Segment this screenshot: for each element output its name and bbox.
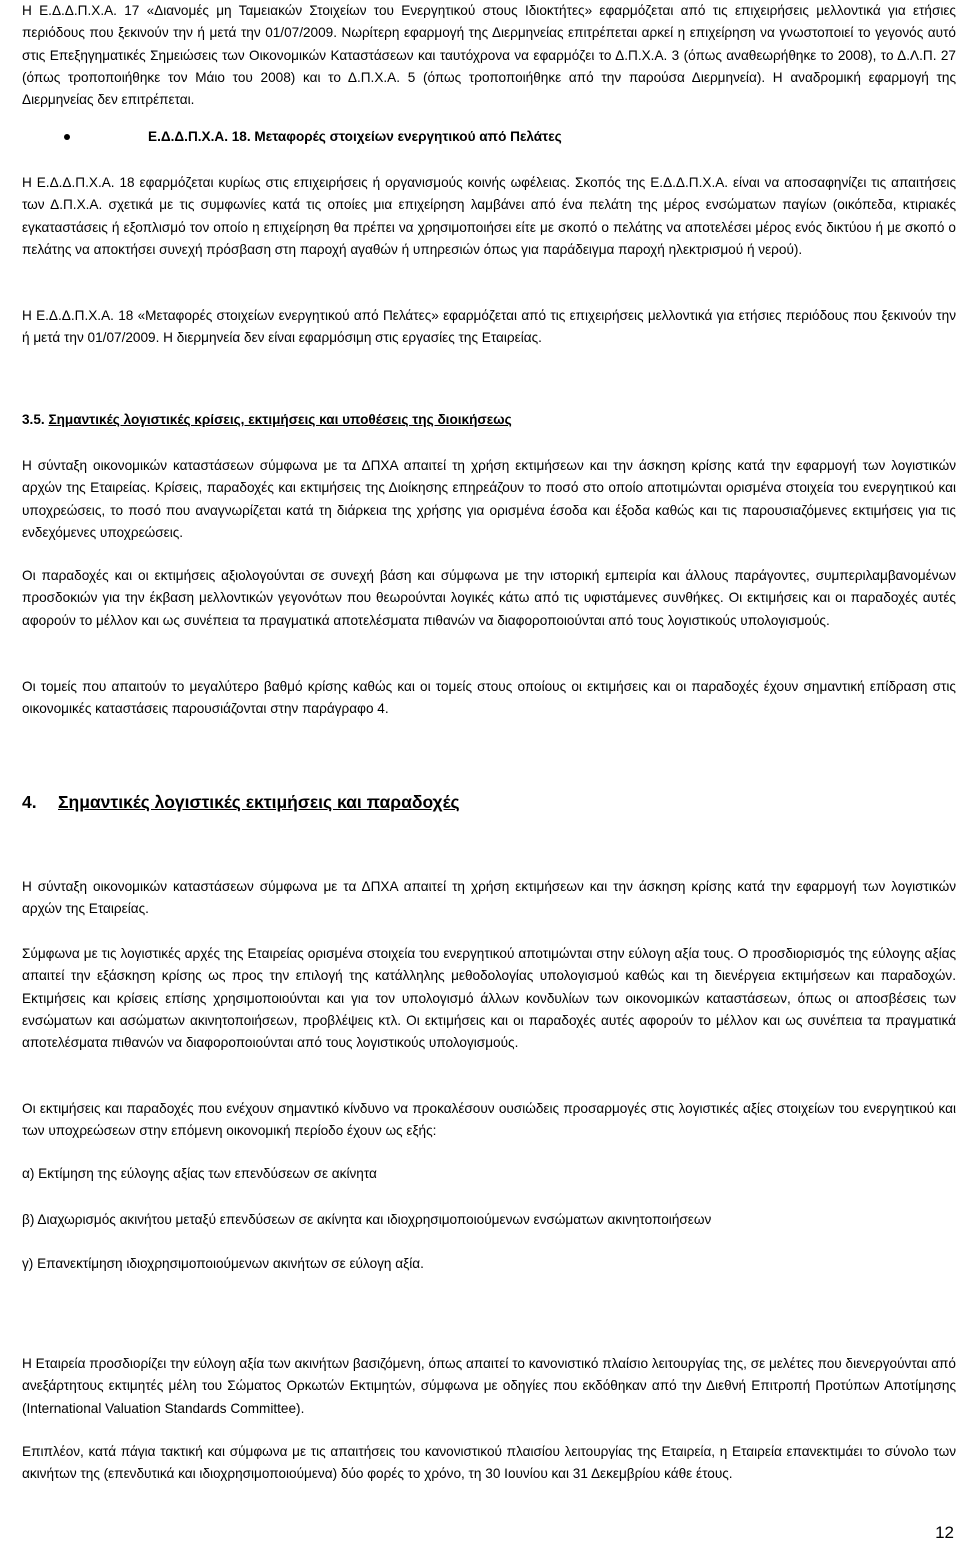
section-4-heading bbox=[22, 789, 460, 815]
list-item-c: γ) Επανεκτίμηση ιδιοχρησιμοποιούμενων ακινήτων σε εύλογη αξία. bbox=[22, 1256, 424, 1271]
paragraph-estimates-judgement: Η σύνταξη οικονομικών καταστάσεων σύμφωνα με τα ΔΠΧΑ απαιτεί τη χρήση εκτιμήσεων και την άσκηση κρίσης κατά την εφαρμογή των λογιστικών αρχών της Εταιρείας. Κρίσεις, παραδοχές και εκτιμήσεις της Διοίκησης επηρεάζουν το ποσό στο οποίο αποτιμώνται ορισμένα στοιχεία του ενεργητικού και υποχρεώσεις, το ποσό που αναγνωρίζεται κατά τη διάρκεια της χρήσης για ορισμένα έσοδα και έξοδα καθώς και τις παρουσιαζόμενες εκτιμήσεις για τις ενδεχόμενες υποχρεώσεις. bbox=[22, 458, 956, 540]
list-item-b: β) Διαχωρισμός ακινήτου μεταξύ επενδύσεων σε ακίνητα και ιδιοχρησιμοποιούμενων ενσώματων ακινητοποιήσεων bbox=[22, 1212, 712, 1227]
paragraph-fair-value: Σύμφωνα με τις λογιστικές αρχές της Εταιρείας ορισμένα στοιχεία του ενεργητικού αποτιμώνται στην εύλογη αξία τους. Ο προσδιορισμός της εύλογης αξίας απαιτεί την εξάσκηση κρίσης ως προς την επιλογή της κατάλληλης μεθοδολογίας υπολογισμού καθώς και τη διενέργεια εκτιμήσεων και παραδοχών. Εκτιμήσεις και κρίσεις επίσης χρησιμοποιούνται και για τον υπολογισμό άλλων κονδυλίων των οικονομικών καταστάσεων, όπως οι αποσβέσεις των ενσώματων και ασώματων ακινητοποιήσεων, προβλέψεις κτλ. Οι εκτιμήσεις και οι παραδοχές αυτές αφορούν το μέλλον και ως συνέπεια τα πραγματικά αποτελέσματα πιθανών να διαφοροποιούνται από τους λογιστικούς υπολογισμούς. bbox=[22, 946, 956, 1051]
paragraph-areas-of-judgement: Οι τομείς που απαιτούν το μεγαλύτερο βαθμό κρίσης καθώς και οι τομείς στους οποίους οι εκτιμήσεις και οι παραδοχές έχουν σημαντική επίδραση στις οικονομικές καταστάσεις παρουσιάζονται στην παράγραφο 4. bbox=[22, 679, 956, 717]
section-3-5-heading bbox=[22, 409, 956, 431]
paragraph-section-4-intro: Η σύνταξη οικονομικών καταστάσεων σύμφωνα με τα ΔΠΧΑ απαιτεί τη χρήση εκτιμήσεων και την άσκηση κρίσης κατά την εφαρμογή των λογιστικών αρχών της Εταιρείας. bbox=[22, 879, 956, 917]
paragraph-edd-17-application: Η Ε.Δ.Δ.Π.Χ.Α. 17 «Διανομές μη Ταμειακών Στοιχείων του Ενεργητικού στους Ιδιοκτήτες» εφαρμόζεται από τις επιχειρήσεις μελλοντικά για ετήσιες περιόδους που ξεκινούν την ή μετά την 01/07/2009. Νωρίτερη εφαρμογή της Διερμηνείας επιτρέπεται αρκεί η επιχείρηση να γνωστοποιεί το γεγονός αυτό στις Επεξηγηματικές Σημειώσεις των Οικονομικών Καταστάσεων και ταυτόχρονα να εφαρμόζει το Δ.Π.Χ.Α. 3 (όπως αναθεωρήθηκε το 2008), το Δ.Λ.Π. 27 (όπως τροποποιήθηκε τον Μάιο του 2008) και το Δ.Π.Χ.Α. 5 (όπως τροποποιήθηκε από την παρούσα Διερμηνεία). Η αναδρομική εφαρμογή της Διερμηνείας δεν επιτρέπεται. bbox=[22, 3, 956, 108]
section-3-5-number: 3.5. bbox=[22, 412, 45, 427]
bullet-heading-text: Ε.Δ.Δ.Π.Χ.Α. 18. Μεταφορές στοιχείων ενεργητικού από Πελάτες bbox=[148, 129, 562, 144]
section-4-title: Σημαντικές λογιστικές εκτιμήσεις και παραδοχές bbox=[58, 792, 460, 812]
section-4-number: 4. bbox=[22, 792, 37, 812]
list-item-a: α) Εκτίμηση της εύλογης αξίας των επενδύσεων σε ακίνητα bbox=[22, 1166, 377, 1181]
page-number: 12 bbox=[935, 1523, 954, 1542]
paragraph-valuers: Η Εταιρεία προσδιορίζει την εύλογη αξία των ακινήτων βασιζόμενη, όπως απαιτεί το κανονιστικό πλαίσιο λειτουργίας της, σε μελέτες που διενεργούνται από ανεξάρτητους εκτιμητές μέλη του Σώματος Ορκωτών Εκτιμητών, σύμφωνα με οδηγίες που εκδόθηκαν από την Διεθνή Επιτροπή Προτύπων Αποτίμησης (International Valuation Standards Committee). bbox=[22, 1356, 956, 1416]
paragraph-assumptions-evaluation: Οι παραδοχές και οι εκτιμήσεις αξιολογούνται σε συνεχή βάση και σύμφωνα με την ιστορική εμπειρία και άλλους παράγοντες, συμπεριλαμβανομένων προσδοκιών για την έκβαση μελλοντικών γεγονότων που θεωρούνται λογικές κάτω από τις υφιστάμενες συνθήκες. Οι εκτιμήσεις και οι παραδοχές αυτές αφορούν το μέλλον και ως συνέπεια τα πραγματικά αποτελέσματα πιθανών να διαφοροποιούνται από τους λογιστικούς υπολογισμούς. bbox=[22, 568, 956, 628]
paragraph-edd-18-application: Η Ε.Δ.Δ.Π.Χ.Α. 18 «Μεταφορές στοιχείων ενεργητικού από Πελάτες» εφαρμόζεται από τις επιχειρήσεις μελλοντικά για ετήσιες περιόδους που ξεκινούν την ή μετά την 01/07/2009. Η διερμηνεία δεν είναι εφαρμόσιμη στις εργασίες της Εταιρείας. bbox=[22, 308, 956, 346]
bullet-icon bbox=[64, 134, 70, 140]
paragraph-edd-18-scope: Η Ε.Δ.Δ.Π.Χ.Α. 18 εφαρμόζεται κυρίως στις επιχειρήσεις ή οργανισμούς κοινής ωφέλειας. Σκοπός της Ε.Δ.Δ.Π.Χ.Α. είναι να αποσαφηνίζει τις απαιτήσεις των Δ.Π.Χ.Α. σχετικά με τις συμφωνίες κατά τις οποίες μια επιχείρηση λαμβάνει από ένα πελάτη της μέρος ενσώματων παγίων (οικόπεδα, κτιριακές εγκαταστάσεις ή εξοπλισμό τον οποίο η επιχείρηση θα πρέπει να χρησιμοποιήσει είτε με σκοπό ο πελάτης να αποτελέσει μέρος ενός δικτύου ή με σκοπό ο πελάτης να αποκτήσει συνεχή πρόσβαση στη παροχή αγαθών ή υπηρεσιών όπως για παράδειγμα παροχή ηλεκτρισμού ή νερού). bbox=[22, 175, 956, 257]
section-3-5-title: Σημαντικές λογιστικές κρίσεις, εκτιμήσεις και υποθέσεις της διοικήσεως bbox=[48, 412, 512, 427]
paragraph-revaluation: Επιπλέον, κατά πάγια τακτική και σύμφωνα με τις απαιτήσεις του κανονιστικού πλαισίου λειτουργίας της Εταιρεία, η Εταιρεία επανεκτιμάει το σύνολο των ακινήτων της (επενδυτικά και ιδιοχρησιμοποιούμενα) δύο φορές το χρόνο, τη 30 Ιουνίου και 31 Δεκεμβρίου κάθε έτους. bbox=[22, 1444, 956, 1482]
paragraph-significant-risks: Οι εκτιμήσεις και παραδοχές που ενέχουν σημαντικό κίνδυνο να προκαλέσουν ουσιώδεις προσαρμογές στις λογιστικές αξίες στοιχείων του ενεργητικού και των υποχρεώσεων στην επόμενη οικονομική περίοδο έχουν ως εξής: bbox=[22, 1101, 956, 1139]
